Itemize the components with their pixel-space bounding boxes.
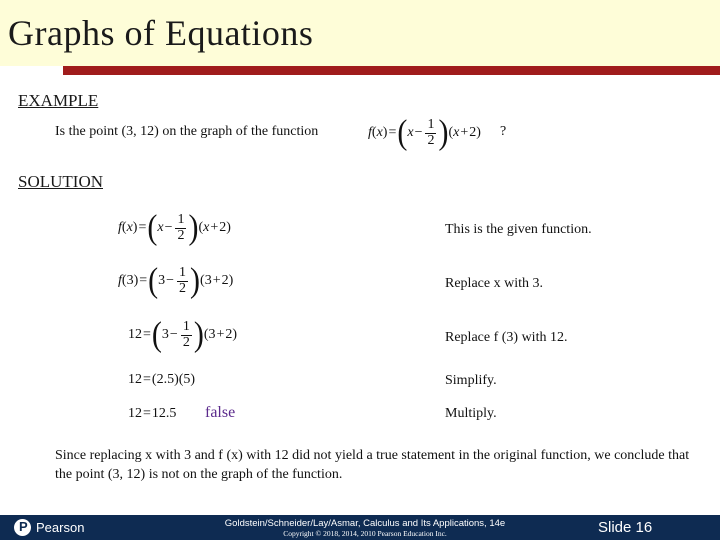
title-divider <box>63 66 720 75</box>
false-label: false <box>205 404 236 421</box>
footer-bar <box>0 515 720 540</box>
pearson-logo-text: Pearson <box>36 520 85 535</box>
example-heading: EXAMPLE <box>18 91 99 110</box>
example-question: Is the point (3, 12) on the graph of the function <box>55 124 319 139</box>
step-4-equation: 12 = ( 2.5 ) ( 5 ) <box>128 372 196 387</box>
eq-equals: = <box>388 125 397 141</box>
eq-x: x <box>407 125 414 141</box>
eq-big-paren: ) <box>438 113 449 152</box>
footer-copyright: Copyright © 2018, 2014, 2010 Pearson Education Inc. <box>283 529 447 538</box>
eq-plus: + <box>460 125 469 141</box>
eq-x: x <box>376 125 383 141</box>
step-5-note: Multiply. <box>445 406 497 421</box>
eq-fraction: $\frac{1}{2}$ <box>427 117 435 148</box>
eq-minus: − <box>414 125 423 141</box>
step-2-equation: f ( 3 ) = ( 3 − $\frac{1}{2}$ ) ( 3 + 2 ) <box>118 261 234 300</box>
step-3-note: Replace f (3) with 12. <box>445 330 568 345</box>
eq-x: x <box>453 125 460 141</box>
step-1-equation: f ( x ) = ( x − $\frac{1}{2}$ ) ( x + 2 ) <box>118 208 231 247</box>
step-1-note: This is the given function. <box>445 222 592 237</box>
slide-title: Graphs of Equations <box>8 13 314 53</box>
eq-paren: ( <box>371 125 377 141</box>
step-2-note: Replace x with 3. <box>445 276 543 291</box>
footer-credit: Goldstein/Schneider/Lay/Asmar, Calculus and Its Applications, 14e <box>224 518 506 529</box>
pearson-logo-letter: P <box>19 519 28 534</box>
title-bar <box>0 0 720 66</box>
step-5-equation: 12 = 12.5 <box>128 406 177 421</box>
eq-paren: ) <box>382 125 388 141</box>
eq-paren: ( <box>448 125 454 141</box>
eq-paren: ) <box>476 125 481 141</box>
eq-f: f <box>368 125 372 141</box>
question-mark: ? <box>500 124 507 139</box>
solution-heading: SOLUTION <box>18 172 103 191</box>
eq-big-paren: ( <box>397 113 408 152</box>
step-3-equation: 12 = ( 3 − $\frac{1}{2}$ ) ( 3 + 2 ) <box>128 315 238 354</box>
question-equation <box>368 113 481 152</box>
step-4-note: Simplify. <box>445 373 497 388</box>
slide-number: Slide 16 <box>598 519 653 536</box>
conclusion-text: Since replacing x with 3 and f (x) with 12 did not yield a true statement in the original function, we conclude that the point (3, 12) is not on the graph of the function. <box>55 448 690 482</box>
eq-two: 2 <box>469 125 477 141</box>
